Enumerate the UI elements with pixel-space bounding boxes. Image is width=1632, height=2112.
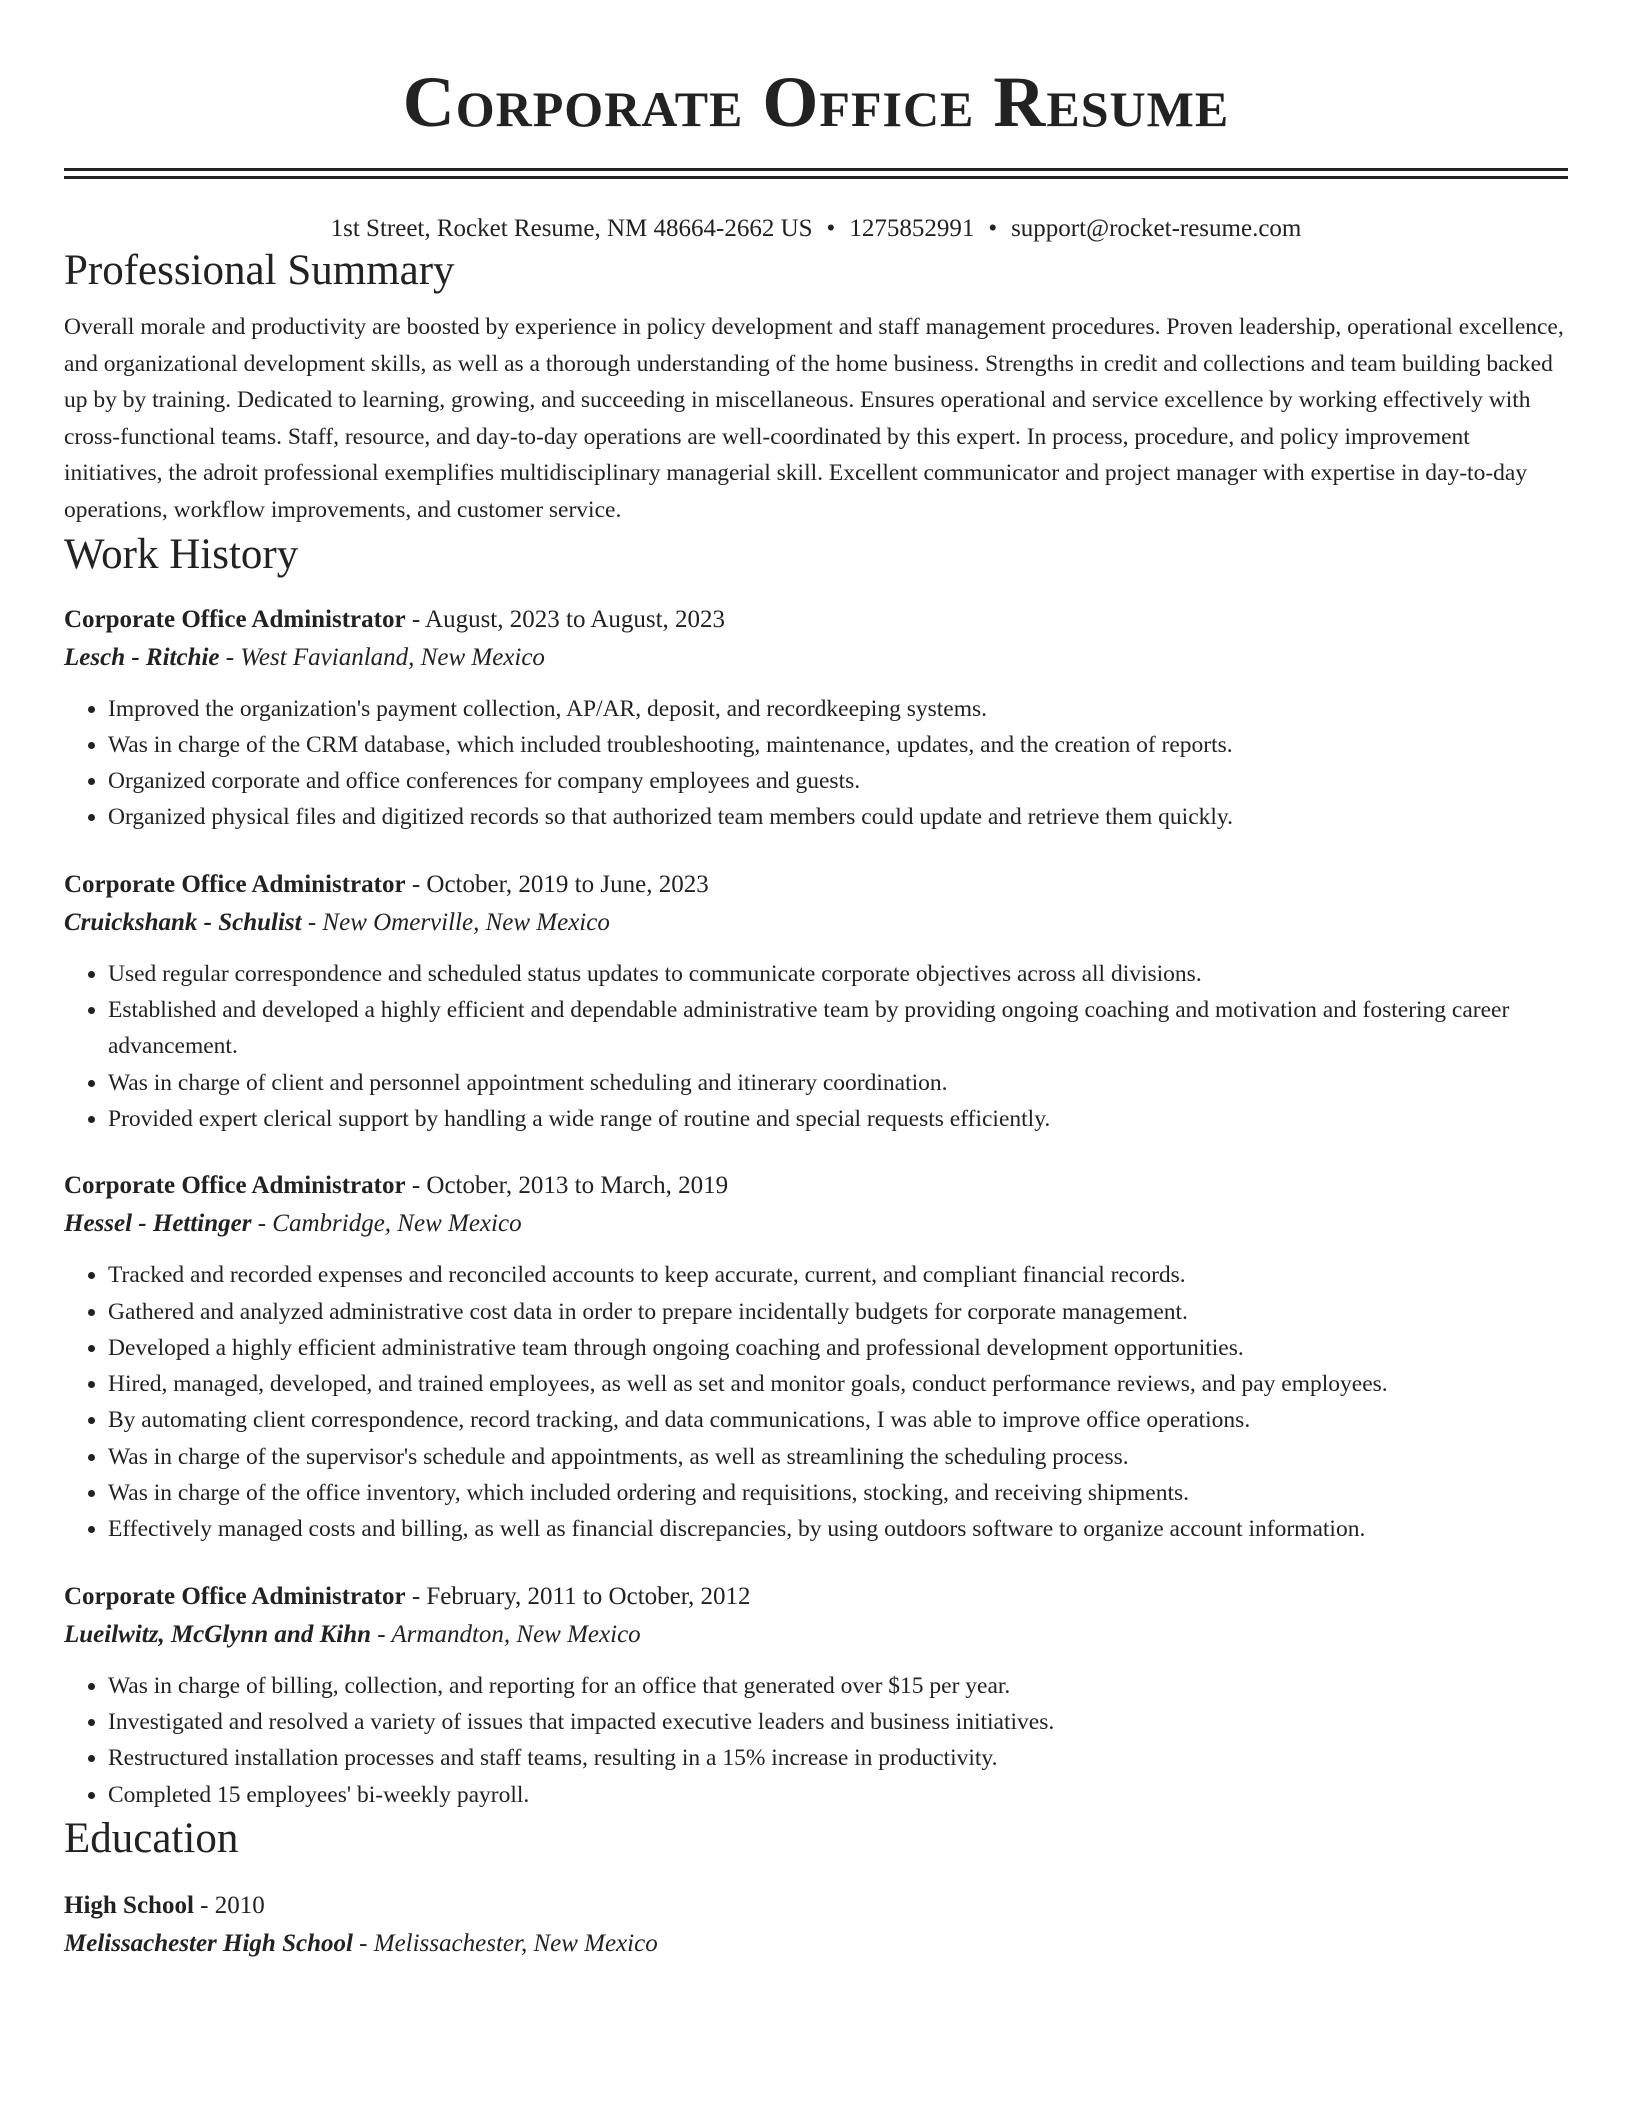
job-bullets — [64, 1257, 1568, 1547]
job-bullet: • Developed a highly efficient administrative team through ongoing coaching and professional development opportunities. — [108, 1330, 1568, 1366]
job-bullets — [64, 1668, 1568, 1813]
company-location: - New Omerville, New Mexico — [301, 908, 610, 936]
company-name: Lueilwitz, McGlynn and Kihn — [64, 1620, 372, 1648]
job-bullet: • Was in charge of billing, collection, and reporting for an office that generated over $15 per year. — [108, 1668, 1568, 1704]
job-dates: - October, 2019 to June, 2023 — [405, 870, 709, 898]
job-bullet: • By automating client correspondence, record tracking, and data communications, I was able to improve office operations. — [108, 1402, 1568, 1438]
job-bullet: • Used regular correspondence and scheduled status updates to communicate corporate objectives across all divisions. — [108, 956, 1568, 992]
school-name: Melissachester High School — [64, 1929, 353, 1957]
job-bullet: • Tracked and recorded expenses and reconciled accounts to keep accurate, current, and compliant financial records. — [108, 1257, 1568, 1293]
job-entry — [64, 601, 1568, 836]
education-heading: Education — [64, 1814, 239, 1862]
school-line — [64, 1925, 1568, 1963]
degree-name: High School — [64, 1891, 194, 1919]
job-dates: - October, 2013 to March, 2019 — [405, 1172, 729, 1200]
job-bullet: • Improved the organization's payment collection, AP/AR, deposit, and recordkeeping systems. — [108, 691, 1568, 727]
company-name: Hessel - Hettinger — [64, 1210, 252, 1238]
job-bullet: • Hired, managed, developed, and trained employees, as well as set and monitor goals, conduct performance reviews, and pay employees. — [108, 1366, 1568, 1402]
contact-phone: 1275852991 — [849, 215, 975, 242]
job-bullet: • Investigated and resolved a variety of issues that impacted executive leaders and business initiatives. — [108, 1704, 1568, 1740]
contact-line — [64, 213, 1568, 245]
summary-heading: Professional Summary — [64, 247, 455, 294]
job-bullet: • Was in charge of the office inventory, which included ordering and requisitions, stocking, and receiving shipments. — [108, 1475, 1568, 1511]
job-title: Corporate Office Administrator — [64, 870, 406, 898]
job-bullet: • Completed 15 employees' bi-weekly payroll. — [108, 1777, 1568, 1813]
job-title-line — [64, 1167, 1568, 1205]
job-bullet: • Restructured installation processes and staff teams, resulting in a 15% increase in productivity. — [108, 1740, 1568, 1776]
job-title-line — [64, 601, 1568, 639]
summary-text: Overall morale and productivity are boosted by experience in policy development and staff management procedures. Proven leadership, operational excellence, and organizational development skills, as well as a thorough understanding of the home business. Strengths in credit and collections and team building backed up by by training. Dedicated to learning, growing, and succeeding in miscellaneous. Ensures operational and service excellence by working effectively with cross-functional teams. Staff, resource, and day-to-day operations are well-coordinated by this expert. In process, procedure, and policy improvement initiatives, the adroit professional exemplifies multidisciplinary managerial skill. Excellent communicator and project manager with expertise in day-to-day operations, workflow improvements, and customer service. — [64, 314, 1564, 523]
job-title-line — [64, 1578, 1568, 1616]
contact-address: 1st Street, Rocket Resume, NM 48664-2662 US — [330, 215, 813, 242]
job-bullet: • Established and developed a highly efficient and dependable administrative team by providing ongoing coaching and motivation and fostering career advancement. — [108, 992, 1568, 1065]
job-title-line — [64, 866, 1568, 904]
degree-line — [64, 1887, 1568, 1925]
separator-bullet: • — [826, 215, 836, 242]
company-name: Cruickshank - Schulist — [64, 908, 302, 936]
company-line — [64, 1205, 1568, 1243]
company-line — [64, 1616, 1568, 1654]
company-line — [64, 904, 1568, 942]
job-title: Corporate Office Administrator — [64, 1172, 406, 1200]
job-bullet: • Was in charge of the CRM database, which included troubleshooting, maintenance, updates, and the creation of reports. — [108, 727, 1568, 763]
job-bullet: • Effectively managed costs and billing, as well as financial discrepancies, by using outdoors software to organize account information. — [108, 1511, 1568, 1547]
separator-bullet: • — [988, 215, 998, 242]
title-double-rule — [64, 168, 1568, 179]
job-bullets — [64, 691, 1568, 836]
school-location: - Melissachester, New Mexico — [352, 1929, 658, 1957]
job-title: Corporate Office Administrator — [64, 1582, 406, 1610]
education-entry — [64, 1887, 1568, 1963]
company-location: - West Favianland, New Mexico — [219, 643, 545, 671]
contact-email: support@rocket-resume.com — [1011, 215, 1302, 242]
degree-year: - 2010 — [193, 1891, 265, 1919]
company-location: - Armandton, New Mexico — [371, 1620, 641, 1648]
job-dates: - February, 2011 to October, 2012 — [405, 1582, 751, 1610]
job-bullet: • Gathered and analyzed administrative cost data in order to prepare incidentally budgets for corporate management. — [108, 1294, 1568, 1330]
job-dates: - August, 2023 to August, 2023 — [405, 605, 726, 633]
job-bullet: • Organized physical files and digitized records so that authorized team members could update and retrieve them quickly. — [108, 799, 1568, 835]
job-title: Corporate Office Administrator — [64, 605, 406, 633]
job-bullet: • Was in charge of the supervisor's schedule and appointments, as well as streamlining the scheduling process. — [108, 1439, 1568, 1475]
job-bullet: • Was in charge of client and personnel appointment scheduling and itinerary coordination. — [108, 1065, 1568, 1101]
company-line — [64, 639, 1568, 677]
job-entry — [64, 866, 1568, 1137]
company-location: - Cambridge, New Mexico — [251, 1210, 522, 1238]
job-bullet: • Provided expert clerical support by handling a wide range of routine and special requests efficiently. — [108, 1101, 1568, 1137]
job-bullets — [64, 956, 1568, 1137]
job-entry — [64, 1167, 1568, 1547]
work-history-heading: Work History — [64, 530, 299, 578]
resume-title: Corporate Office Resume — [402, 62, 1230, 142]
job-entry — [64, 1578, 1568, 1813]
job-bullet: • Organized corporate and office conferences for company employees and guests. — [108, 763, 1568, 799]
company-name: Lesch - Ritchie — [64, 643, 220, 671]
